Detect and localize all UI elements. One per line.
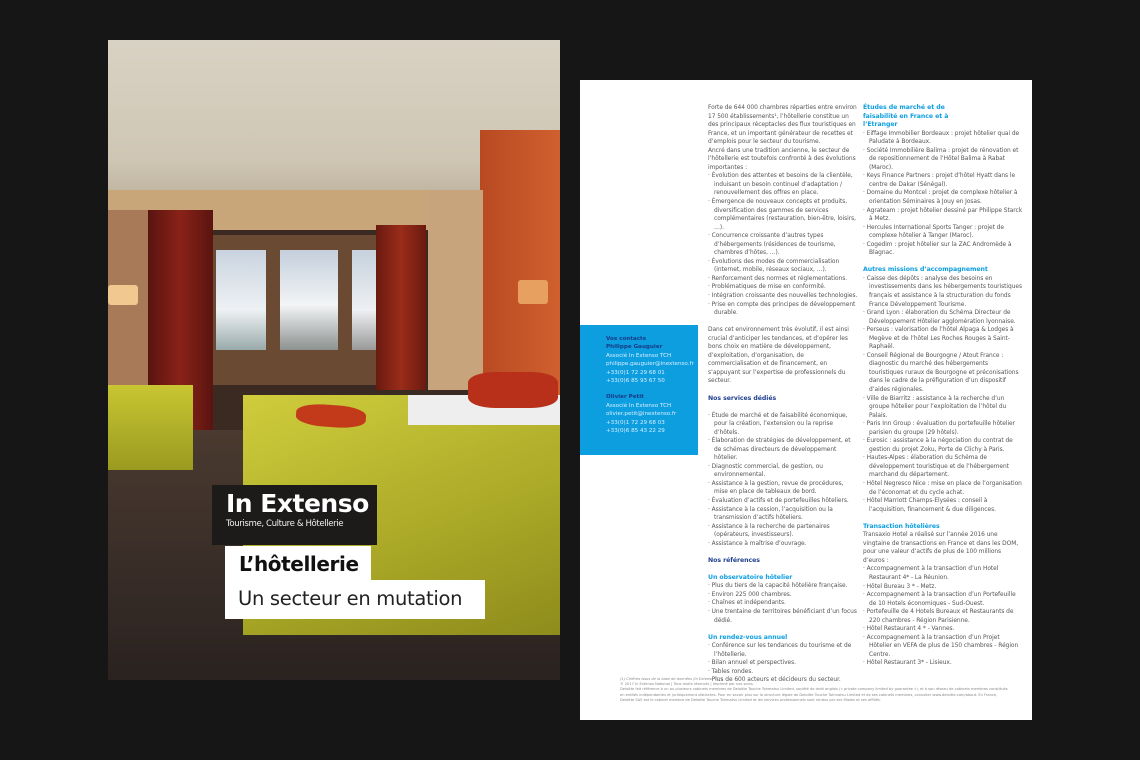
- contact-phone[interactable]: +33(0)1 72 29 68 03: [606, 419, 665, 426]
- list-item: · Cogedim : projet hôtelier sur la ZAC Andromède à Blagnac.: [863, 241, 1023, 258]
- list-item: · Conseil Régional de Bourgogne / Atout France : diagnostic du marché des hébergements touristiques ruraux de Bourgogne et préconisations dans le cadre de la préfiguration d’un dispositif d’aides régionales.: [863, 352, 1023, 395]
- brochure-back-page: [580, 80, 1032, 720]
- list-item: · Ville de Biarritz : assistance à la recherche d’un groupe hôtelier pour l’exploitation de l’hôtel du Palais.: [863, 395, 1023, 421]
- cover-title-box: [225, 546, 371, 582]
- list-item: · Grand Lyon : élaboration du Schéma Directeur de Développement Hôtelier agglomération lyonnaise.: [863, 309, 1023, 326]
- footer-legal: [620, 677, 1010, 703]
- intro-paragraph: Ancré dans une tradition ancienne, le secteur de l’hôtellerie est toutefois confronté à des évolutions importantes :: [708, 147, 856, 171]
- list-item: · Assistance à maîtrise d’ouvrage.: [708, 540, 858, 549]
- contacts-box: [580, 325, 698, 455]
- rdv-heading: Un rendez-vous annuel: [708, 633, 788, 641]
- list-item: · Diagnostic commercial, de gestion, ou environnemental.: [708, 463, 858, 480]
- list-item: · Chaînes et indépendants.: [708, 599, 858, 608]
- list-item: · Perseus : valorisation de l’hôtel Alpaga & Lodges à Megève et de l’hôtel Les Roches Rouges à Saint-Raphaël.: [863, 326, 1023, 352]
- list-item: · Portefeuille de 4 Hotels Bureaux et Restaurants de 220 chambres - Région Parisienne.: [863, 608, 1023, 625]
- list-item: · Environ 225 000 chambres.: [708, 591, 858, 600]
- list-item: · Assistance à la cession, l’acquisition ou la transmission d’actifs hôteliers.: [708, 506, 858, 523]
- contact-role: Associé In Extenso TCH: [606, 402, 672, 409]
- list-item: · Renforcement des normes et réglementations.: [708, 275, 858, 284]
- contact-phone[interactable]: +33(0)6 85 43 22 29: [606, 428, 665, 435]
- list-item: · Problématiques de mise en conformité.: [708, 283, 858, 292]
- list-item: · Évolution des attentes et besoins de la clientèle, induisant un besoin continuel d’adaptation / renouvellement des offres en place.: [708, 172, 858, 198]
- list-item: · Accompagnement à la transaction d’un Hotel Restaurant 4* - La Réunion.: [863, 565, 1023, 582]
- cover-subtitle: Un secteur en mutation: [238, 587, 463, 610]
- list-item: · Accompagnement à la transaction d’un Portefeuille de 10 Hotels économiques - Sud-Ouest.: [863, 591, 1023, 608]
- etudes-heading: Études de marché et de faisabilité en France et à l’Etranger: [863, 104, 949, 129]
- list-item: · Eiffage Immobilier Bordeaux : projet hôtelier quai de Paludate à Bordeaux.: [863, 130, 1023, 147]
- observatoire-heading: Un observatoire hôtelier: [708, 573, 793, 581]
- observatoire-list: [708, 582, 858, 625]
- list-item: · Hôtel Bureau 3 * - Metz.: [863, 583, 1023, 592]
- list-item: · Évolutions des modes de commercialisation (internet, mobile, réseaux sociaux, …).: [708, 258, 858, 275]
- contact-role: Associé In Extenso TCH: [606, 352, 672, 359]
- list-item: · Hôtel Restaurant 4 * - Vannes.: [863, 625, 1023, 634]
- list-item: · Étude de marché et de faisabilité économique, pour la création, l’extension ou la reprise d’hôtels.: [708, 412, 858, 438]
- cover-subtitle-box: [225, 580, 485, 619]
- list-item: · Keys Finance Partners : projet d’hôtel Hyatt dans le centre de Dakar (Sénégal).: [863, 172, 1023, 189]
- evolutions-list: [708, 172, 858, 317]
- intro-paragraph: Forte de 644 000 chambres réparties entre environ 17 500 établissements¹, l’hôtellerie constitue un des principaux réceptacles des flux touristiques en France, et un important générateur de recettes et d’emplois pour le secteur du tourisme.: [708, 105, 857, 146]
- list-item: · Paris Inn Group : évaluation du portefeuille hôtelier parisien du groupe (29 hôtels).: [863, 420, 1023, 437]
- contact-email[interactable]: philippe.gauguier@inextenso.fr: [606, 361, 694, 368]
- etudes-list: [863, 130, 1023, 258]
- transaction-list: [863, 565, 1023, 668]
- legal-text: Deloitte fait référence à un ou plusieurs cabinets membres de Deloitte Touche Tohmatsu Limited, société de droit anglais (« private company limited by guarantee »), et à son réseau de cabinets membres constitués en entités indépendantes et juridiquement distinctes. Pour en savoir plus sur la structure légale de Deloitte Touche Tohmatsu Limited et de ses cabinets membres, consulter www.deloitte.com/about. En France, Deloitte SAS est le cabinet membre de Deloitte Touche Tohmatsu Limited et les services professionnels sont rendus par ses filiales et ses affiliés.: [620, 687, 1008, 702]
- contact-phone[interactable]: +33(0)6 85 93 67 50: [606, 378, 665, 385]
- contacts-heading: Vos contacts: [606, 336, 647, 342]
- cover-title: L’hôtellerie: [239, 552, 359, 576]
- list-item: · Élaboration de stratégies de développement, et de schémas directeurs de développement hôtelier.: [708, 437, 858, 463]
- list-item: · Hôtel Negresco Nice : mise en place de l’organisation de l’économat et du cycle achat.: [863, 480, 1023, 497]
- list-item: · Évaluation d’actifs et de portefeuilles hôteliers.: [708, 497, 858, 506]
- list-item: · Assistance à la gestion, revue de procédures, mise en place de tableaux de bord.: [708, 480, 858, 497]
- column-left: [708, 104, 858, 685]
- contact-phone[interactable]: +33(0)1 72 29 68 01: [606, 369, 665, 376]
- services-heading: Nos services dédiés: [708, 395, 777, 402]
- missions-list: [863, 275, 1023, 514]
- list-item: · Bilan annuel et perspectives.: [708, 659, 858, 668]
- brand-logo: In Extenso: [226, 489, 369, 518]
- brochure-cover: [108, 40, 560, 680]
- list-item: · Domaine du Montcel : projet de complexe hôtelier à orientation Séminaires à Jouy en Josas.: [863, 189, 1023, 206]
- footnote: (1) Chiffres issus de la base de données (In Extenso TCH): [620, 677, 724, 681]
- list-item: · Hautes-Alpes : élaboration du Schéma de développement touristique et de l’hébergement marchand du département.: [863, 454, 1023, 480]
- contact-name: Philippe Gauguier: [606, 344, 663, 351]
- contact-email[interactable]: olivier.petit@inextenso.fr: [606, 411, 677, 418]
- list-item: · Eurosic : assistance à la négociation du contrat de gestion du projet Zoku, Porte de Clichy à Paris.: [863, 437, 1023, 454]
- list-item: · Assistance à la recherche de partenaires (opérateurs, investisseurs).: [708, 523, 858, 540]
- list-item: · Plus de 600 acteurs et décideurs du secteur.: [708, 676, 858, 685]
- list-item: · Conférence sur les tendances du tourisme et de l’hôtellerie.: [708, 642, 858, 659]
- services-list: [708, 412, 858, 549]
- brand-tagline: Tourisme, Culture & Hôtellerie: [226, 519, 344, 529]
- list-item: · Caisse des dépôts : analyse des besoins en investissements dans les hébergements touristiques français et assistance à la structuration du fonds France Développement Tourisme.: [863, 275, 1023, 309]
- list-item: · Intégration croissante des nouvelles technologies.: [708, 292, 858, 301]
- list-item: · Prise en compte des principes de développement durable.: [708, 301, 858, 318]
- transaction-heading: Transaction hôtelières: [863, 522, 940, 530]
- copyright: © 2017 In Extenso National | Tous droits réservés | Imprimé par nos soins.: [620, 682, 754, 687]
- contact-name: Olivier Petit: [606, 394, 644, 401]
- list-item: · Une trentaine de territoires bénéficiant d’un focus dédié.: [708, 608, 858, 625]
- transaction-intro: Transaxio Hotel a réalisé sur l’année 2016 une vingtaine de transactions en France et dans les DOM, pour une valeur d’actifs de plus de 100 millions d’euros :: [863, 532, 1019, 564]
- list-item: · Accompagnement à la transaction d’un Projet Hôtelier en VEFA de plus de 150 chambres - Région Centre.: [863, 634, 1023, 660]
- missions-heading: Autres missions d’accompagnement: [863, 266, 988, 274]
- list-item: · Plus du tiers de la capacité hôtelière française.: [708, 582, 858, 591]
- list-item: · Société Immobilière Balima : projet de rénovation et de repositionnement de l’Hôtel Balima à Rabat (Maroc).: [863, 147, 1023, 173]
- list-item: · Agrateam : projet hôtelier dessiné par Philippe Starck à Metz.: [863, 207, 1023, 224]
- references-heading: Nos références: [708, 557, 760, 565]
- intro-paragraph: Dans cet environnement très évolutif, il est ainsi crucial d’anticiper les tendances, et d’opérer les bons choix en matière de développement, d’exploitation, d’organisation, de commercialisation et de financement, en s’appuyant sur l’expertise de professionnels du secteur.: [708, 327, 849, 385]
- list-item: · Hôtel Marriott Champs-Elysées : conseil à l’acquisition, financement & due diligences.: [863, 497, 1023, 514]
- brand-block: [212, 485, 377, 545]
- column-right: [863, 104, 1023, 668]
- list-item: · Émergence de nouveaux concepts et produits, diversification des gammes de services complémentaires (restauration, bien-être, loisirs, …).: [708, 198, 858, 232]
- list-item: · Tables rondes.: [708, 668, 858, 677]
- list-item: · Concurrence croissante d’autres types d’hébergements (résidences de tourisme, chambres d’hôtes, …).: [708, 232, 858, 258]
- list-item: · Hôtel Restaurant 3* - Lisieux.: [863, 659, 1023, 668]
- list-item: · Hercules International Sports Tanger : projet de complexe hôtelier à Tanger (Maroc).: [863, 224, 1023, 241]
